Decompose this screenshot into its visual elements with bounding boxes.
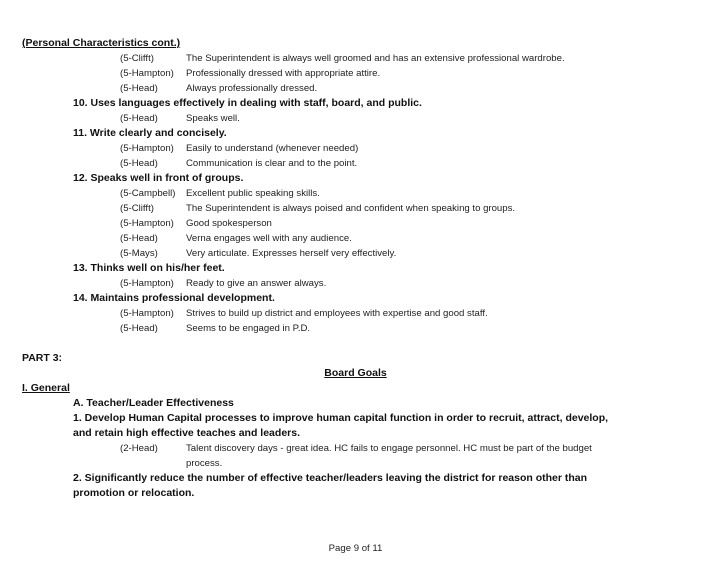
comment-source: (5-Clifft) <box>120 203 154 214</box>
goal-heading: 1. Develop Human Capital processes to improve human capital function in order to recruit, attract, develop, <box>73 412 609 424</box>
item-heading: 14. Maintains professional development. <box>73 292 275 304</box>
page-number: Page 9 of 11 <box>328 543 383 554</box>
comment-source: (5-Hampton) <box>120 143 174 154</box>
item-heading: 11. Write clearly and concisely. <box>73 127 227 139</box>
comment-text: Professionally dressed with appropriate attire. <box>186 68 381 79</box>
comment-text: Strives to build up district and employees with expertise and good staff. <box>186 308 488 319</box>
section-header: (Personal Characteristics cont.) <box>22 37 181 49</box>
comment-source: (5-Head) <box>120 323 158 334</box>
comment-source: (5-Mays) <box>120 248 158 259</box>
item-heading: 10. Uses languages effectively in dealing with staff, board, and public. <box>73 97 422 109</box>
goal-heading: 2. Significantly reduce the number of effective teacher/leaders leaving the district for reason other than <box>73 472 588 484</box>
comment-text: Excellent public speaking skills. <box>186 188 320 199</box>
comment-text: Verna engages well with any audience. <box>186 233 352 244</box>
goal-heading-cont: and retain high effective teaches and leaders. <box>73 427 300 439</box>
comment-text: Good spokesperson <box>186 218 272 229</box>
part-heading: PART 3: <box>22 352 63 364</box>
comment-text: The Superintendent is always well groomed and has an extensive professional wardrobe. <box>186 53 565 64</box>
comment-text: Ready to give an answer always. <box>186 278 327 289</box>
comment-source: (5-Campbell) <box>120 188 176 199</box>
comment-text: Easily to understand (whenever needed) <box>186 143 359 154</box>
comment-text: The Superintendent is always poised and confident when speaking to groups. <box>186 203 516 214</box>
item-heading: 12. Speaks well in front of groups. <box>73 172 244 184</box>
comment-text: Very articulate. Expresses herself very effectively. <box>186 248 397 259</box>
comment-source: (5-Hampton) <box>120 278 174 289</box>
item-heading: 13. Thinks well on his/her feet. <box>73 262 225 274</box>
comment-source: (5-Hampton) <box>120 218 174 229</box>
goal-heading-cont: promotion or relocation. <box>73 487 195 499</box>
general-heading: I. General <box>22 382 70 394</box>
comment-text: Communication is clear and to the point. <box>186 158 358 169</box>
comment-text-cont: process. <box>186 458 223 469</box>
comment-source: (5-Hampton) <box>120 68 174 79</box>
comment-source: (5-Head) <box>120 158 158 169</box>
comment-source: (5-Clifft) <box>120 53 154 64</box>
comment-text: Talent discovery days - great idea. HC fails to engage personnel. HC must be part of the budget <box>186 443 592 454</box>
comment-text: Speaks well. <box>186 113 240 124</box>
comment-source: (5-Head) <box>120 233 158 244</box>
comment-text: Seems to be engaged in P.D. <box>186 323 311 334</box>
comment-source: (5-Head) <box>120 83 158 94</box>
board-goals-title: Board Goals <box>324 367 387 379</box>
comment-source: (2-Head) <box>120 443 158 454</box>
comment-source: (5-Head) <box>120 113 158 124</box>
comment-text: Always professionally dressed. <box>186 83 318 94</box>
comment-source: (5-Hampton) <box>120 308 174 319</box>
subsection-heading: A. Teacher/Leader Effectiveness <box>73 397 234 409</box>
